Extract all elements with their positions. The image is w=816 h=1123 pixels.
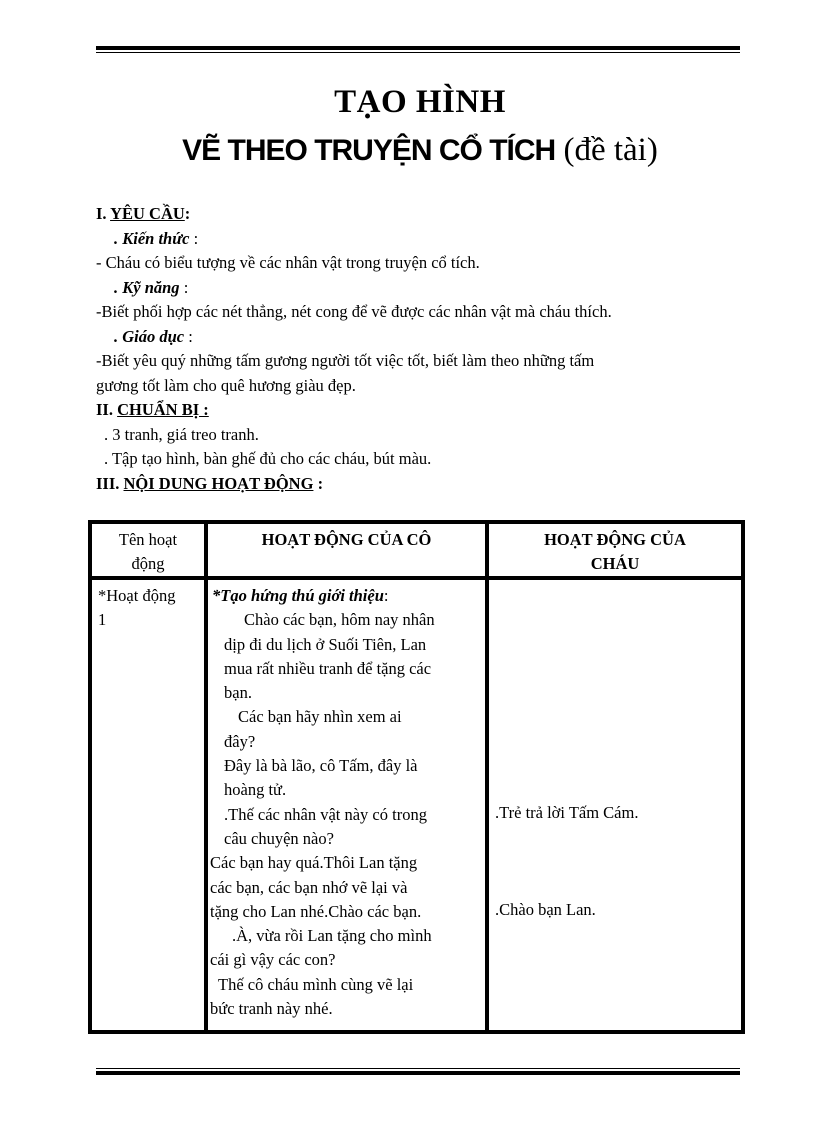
requirements-body xyxy=(96,202,776,496)
ky-nang-label: . Kỹ năng : xyxy=(114,277,189,297)
giao-duc-text-2: gương tốt làm cho quê hương giàu đẹp. xyxy=(96,375,356,395)
top-rule xyxy=(96,46,740,50)
child-activity-cell xyxy=(488,579,742,1031)
child-answer-2: .Chào bạn Lan. xyxy=(495,900,596,919)
title-main: VẼ THEO TRUYỆN CỔ TÍCH xyxy=(182,134,556,167)
activity-table xyxy=(88,520,745,1034)
child-answer-1: .Trẻ trả lời Tấm Cám. xyxy=(495,803,639,822)
table-row xyxy=(91,579,742,1031)
section-2-heading: II. CHUẨN BỊ : xyxy=(96,400,209,419)
chuan-bi-item-2: . Tập tạo hình, bàn ghế đủ cho các cháu, bút màu. xyxy=(104,449,432,468)
activity-name-cell: *Hoạt động 1 xyxy=(91,579,207,1031)
header-child-activity: HOẠT ĐỘNG CỦA CHÁU xyxy=(488,523,742,579)
teacher-activity-cell: *Tạo hứng thú giới thiệu: Chào các bạn, hôm nay nhân dịp đi du lịch ở Suối Tiên, Lan mua rất nhiều tranh để tặng các bạn. Các bạn hãy nhìn xem ai đây? Đây là bà lão, cô Tấm, đây là hoàng tử. .Thế các nhân vật này có trong câu chuyện nào? Các bạn hay quá.Thôi Lan tặng các bạn, các bạn nhớ vẽ lại và tặng cho Lan nhé.Chào các bạn. .À, vừa rồi Lan tặng cho mình cái gì vậy các con? Thế cô cháu mình cùng vẽ lại bức tranh này nhé. xyxy=(207,579,488,1031)
title-line-1: TẠO HÌNH xyxy=(334,84,506,120)
section-3-heading: III. NỘI DUNG HOẠT ĐỘNG : xyxy=(96,473,324,493)
table-header-row xyxy=(91,523,742,579)
header-teacher-activity: HOẠT ĐỘNG CỦA CÔ xyxy=(207,523,488,579)
giao-duc-label: . Giáo dục : xyxy=(114,326,193,346)
ky-nang-text: -Biết phối hợp các nét thẳng, nét cong để vẽ được các nhân vật mà cháu thích. xyxy=(96,302,612,321)
header-activity-name: Tên hoạt động xyxy=(91,523,207,579)
bottom-rule xyxy=(96,1071,740,1075)
giao-duc-text-1: -Biết yêu quý những tấm gương người tốt việc tốt, biết làm theo những tấm xyxy=(96,351,595,370)
section-1-heading: I. YÊU CẦU: xyxy=(96,204,191,223)
title-subject: (đề tài) xyxy=(555,132,658,168)
bottom-rule-thin xyxy=(96,1068,740,1069)
chuan-bi-item-1: . 3 tranh, giá treo tranh. xyxy=(104,424,259,444)
kien-thuc-label: . Kiến thức : xyxy=(114,228,199,248)
kien-thuc-text: - Cháu có biểu tượng về các nhân vật trong truyện cổ tích. xyxy=(96,253,480,272)
top-rule-thin xyxy=(96,52,740,53)
title-line-2 xyxy=(0,132,816,169)
